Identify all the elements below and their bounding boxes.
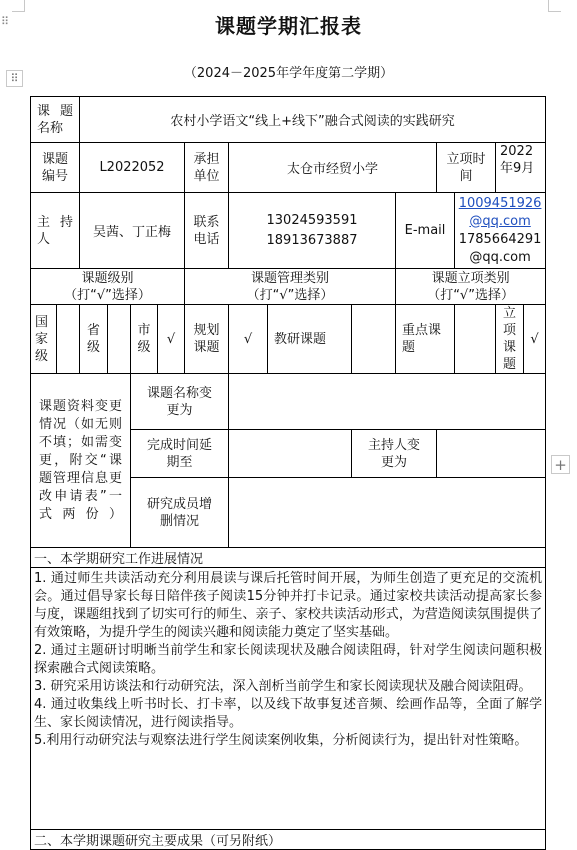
project-key-label: 重点课题 [396,305,455,374]
table-row [31,830,546,850]
table-row [31,568,546,830]
email-values[interactable] [455,193,546,269]
extend-value[interactable] [229,430,352,478]
name-change-value[interactable] [229,374,546,430]
level-national-label: 国家级 [31,305,57,374]
level-national-check[interactable] [57,305,80,374]
add-column-icon[interactable]: + [551,455,570,474]
project-header-label: 课题立项类别 [431,270,510,286]
mgmt-research-label: 教研课题 [268,305,352,374]
progress-item-3: 3. 研究采用访谈法和行动研究法，深入剖析当前学生和家长阅读现状及融合阅读阻碍。 [34,679,532,694]
phone-1: 13024593591 [266,212,358,228]
host-change-value[interactable] [437,430,546,478]
approval-time-value[interactable]: 2022年9月 [496,143,546,193]
topic-id-label: 课题编号 [31,143,80,193]
phone-label: 联系电话 [185,193,229,269]
mgmt-select-hint: （打“√”选择） [246,287,334,303]
phone-values[interactable] [229,193,396,269]
section1-title: 一、本学期研究工作进展情况 [31,548,546,568]
level-province-label: 省级 [80,305,108,374]
extend-label: 完成时间延期至 [131,430,229,478]
table-row [31,374,546,430]
section2-title: 二、本学期课题研究主要成果（可另附纸） [31,830,546,850]
level-city-label: 市级 [131,305,158,374]
name-change-label: 课题名称变更为 [131,374,229,430]
topic-id-value[interactable]: L2022052 [80,143,185,193]
level-header-label: 课题级别 [81,270,134,286]
project-key-check[interactable] [455,305,496,374]
table-row [31,269,546,305]
email-1-link[interactable]: 1009451926@qq.com [458,195,542,229]
mgmt-plan-label: 规划课题 [185,305,229,374]
topic-name-label: 课题名称 [31,97,80,143]
table-move-handle-icon[interactable]: ⠿ [6,70,23,87]
table-row [31,305,546,374]
member-change-label: 研究成员增删情况 [131,478,229,548]
level-province-check[interactable] [108,305,131,374]
table-row [31,97,546,143]
topic-name-value[interactable]: 农村小学语文“线上+线下”融合式阅读的实践研究 [80,97,546,143]
member-change-value[interactable] [229,478,546,548]
unit-label: 承担单位 [185,143,229,193]
progress-item-5: 5.利用行动研究法与观察法进行学生阅读案例收集，分析阅读行为，提出针对性策略。 [34,733,528,748]
unit-value[interactable]: 太仓市经贸小学 [229,143,437,193]
mgmt-plan-check[interactable]: √ [229,305,268,374]
project-header [396,269,546,305]
document-title: 课题学期汇报表 [215,14,362,38]
project-approved-check[interactable]: √ [524,305,546,374]
mgmt-header [185,269,396,305]
section1-body[interactable] [31,568,546,830]
progress-item-4: 4. 通过收集线上听书时长、打卡率，以及线下故事复述音频、绘画作品等，全面了解学生、家长阅读情况，进行阅读指导。 [34,697,543,730]
report-form-table [30,96,546,850]
level-header [31,269,185,305]
mgmt-research-check[interactable] [352,305,396,374]
email-2: 1785664291@qq.com [458,231,542,265]
level-city-check[interactable]: √ [158,305,185,374]
mgmt-header-label: 课题管理类别 [251,270,330,286]
phone-2: 18913673887 [266,232,358,248]
drag-handle-icon[interactable]: ⠿ [0,14,10,28]
progress-item-1: 1. 通过师生共读活动充分利用晨读与课后托管时间开展，为师生创造了更充足的交流机会。通过倡导家长每日陪伴孩子阅读15分钟并打卡记录。通过家校共读活动提高家长参与度，课题组找到了切实可行的师生、亲子、家校共读活动形式，为营造阅读氛围提供了有效策略，为提升学生的阅读兴趣和阅读能力奠定了坚实基础。 [34,571,543,640]
table-row [31,143,546,193]
table-row [31,548,546,568]
host-change-label: 主持人变更为 [352,430,437,478]
approval-time-label: 立项时间 [437,143,496,193]
progress-item-2: 2. 通过主题研讨明晰当前学生和家长阅读现状及融合阅读阻碍，针对学生阅读问题积极探索融合式阅读策略。 [34,643,543,676]
change-info-label: 课题资料变更情况（如无则不填；如需变更，附交“课题管理信息更改申请表”一式两份） [31,374,131,548]
host-value[interactable]: 吴茜、丁正梅 [80,193,185,269]
document-subtitle: （2024－2025年学年度第二学期） [183,66,394,81]
email-label: E-mail [396,193,455,269]
project-select-hint: （打“√”选择） [427,287,514,303]
level-select-hint: （打“√”选择） [64,287,151,303]
host-label: 主持人 [31,193,80,269]
table-row [31,193,546,269]
project-approved-label: 立项课题 [496,305,524,374]
